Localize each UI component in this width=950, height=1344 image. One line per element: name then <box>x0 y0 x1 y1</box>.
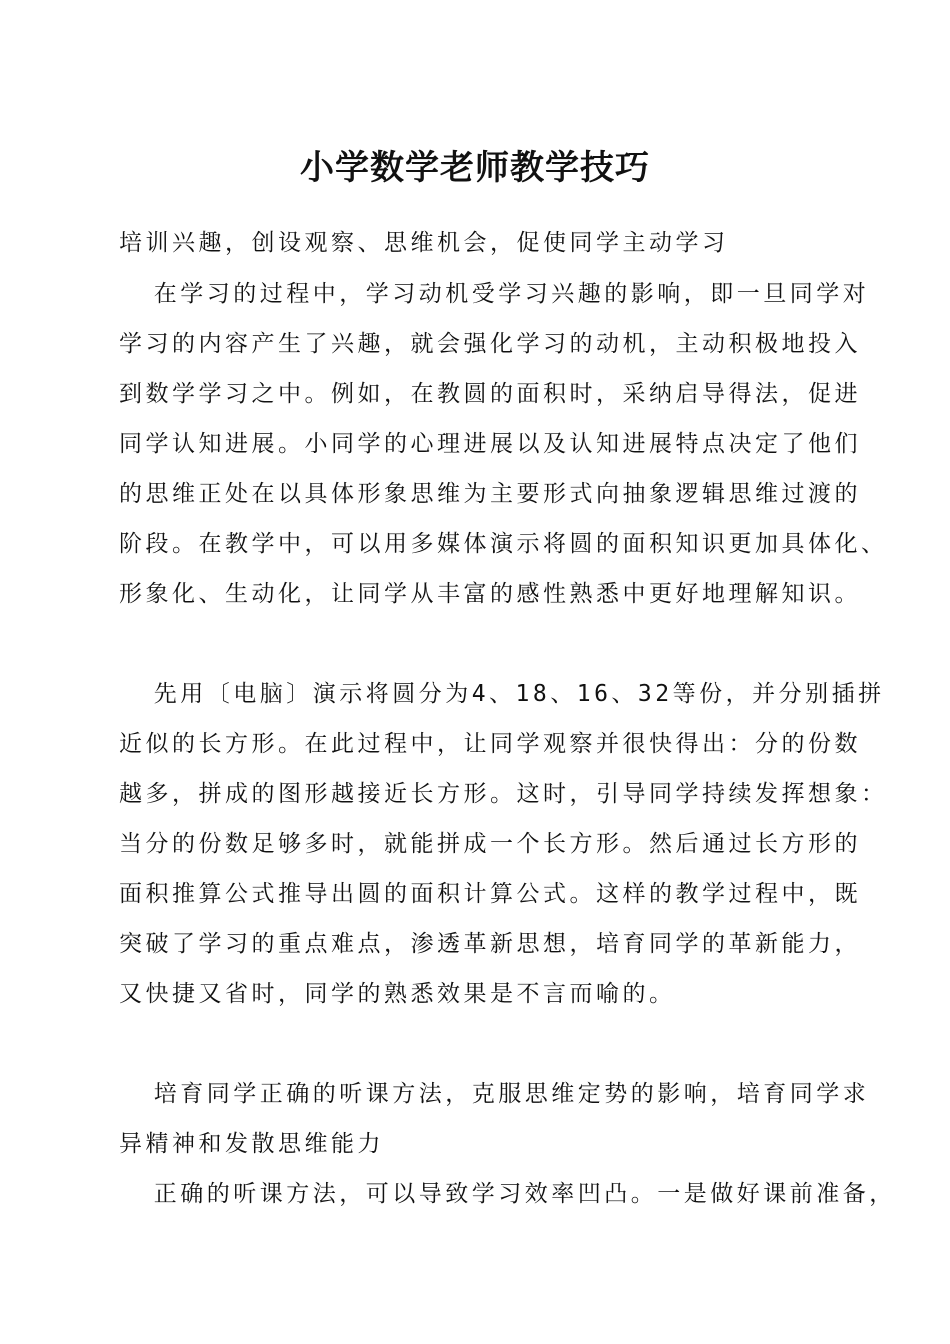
body-line: 学习的内容产生了兴趣，就会强化学习的动机，主动积极地投入 <box>119 331 861 357</box>
body-line: 当分的份数足够多时，就能拼成一个长方形。然后通过长方形的 <box>119 831 861 857</box>
body-line: 越多，拼成的图形越接近长方形。这时，引导同学持续发挥想象： <box>119 781 888 807</box>
body-line: 近似的长方形。在此过程中，让同学观察并很快得出：分的份数 <box>119 731 861 757</box>
body-line: 又快捷又省时，同学的熟悉效果是不言而喻的。 <box>119 981 676 1007</box>
body-line: 阶段。在教学中，可以用多媒体演示将圆的面积知识更加具体化、 <box>119 531 888 557</box>
body-line: 突破了学习的重点难点，渗透革新思想，培育同学的革新能力， <box>119 931 861 957</box>
body-line: 的思维正处在以具体形象思维为主要形式向抽象逻辑思维过渡的 <box>119 481 861 507</box>
section-heading: 培训兴趣，创设观察、思维机会，促使同学主动学习 <box>119 230 729 256</box>
body-line: 形象化、生动化，让同学从丰富的感性熟悉中更好地理解知识。 <box>119 581 861 607</box>
body-line: 正确的听课方法，可以导致学习效率凹凸。一是做好课前准备， <box>119 1181 896 1207</box>
document-title: 小学数学老师教学技巧 <box>300 148 650 188</box>
body-line: 同学认知进展。小同学的心理进展以及认知进展特点决定了他们 <box>119 431 861 457</box>
body-line: 到数学学习之中。例如，在教圆的面积时，采纳启导得法，促进 <box>119 381 861 407</box>
body-line: 在学习的过程中，学习动机受学习兴趣的影响，即一旦同学对 <box>119 281 870 307</box>
section-heading: 异精神和发散思维能力 <box>119 1131 384 1157</box>
body-line: 面积推算公式推导出圆的面积计算公式。这样的教学过程中，既 <box>119 881 861 907</box>
body-line: 先用〔电脑〕演示将圆分为4、18、16、32等份，并分别插拼 <box>119 681 885 707</box>
section-heading: 培育同学正确的听课方法，克服思维定势的影响，培育同学求 <box>119 1081 870 1107</box>
